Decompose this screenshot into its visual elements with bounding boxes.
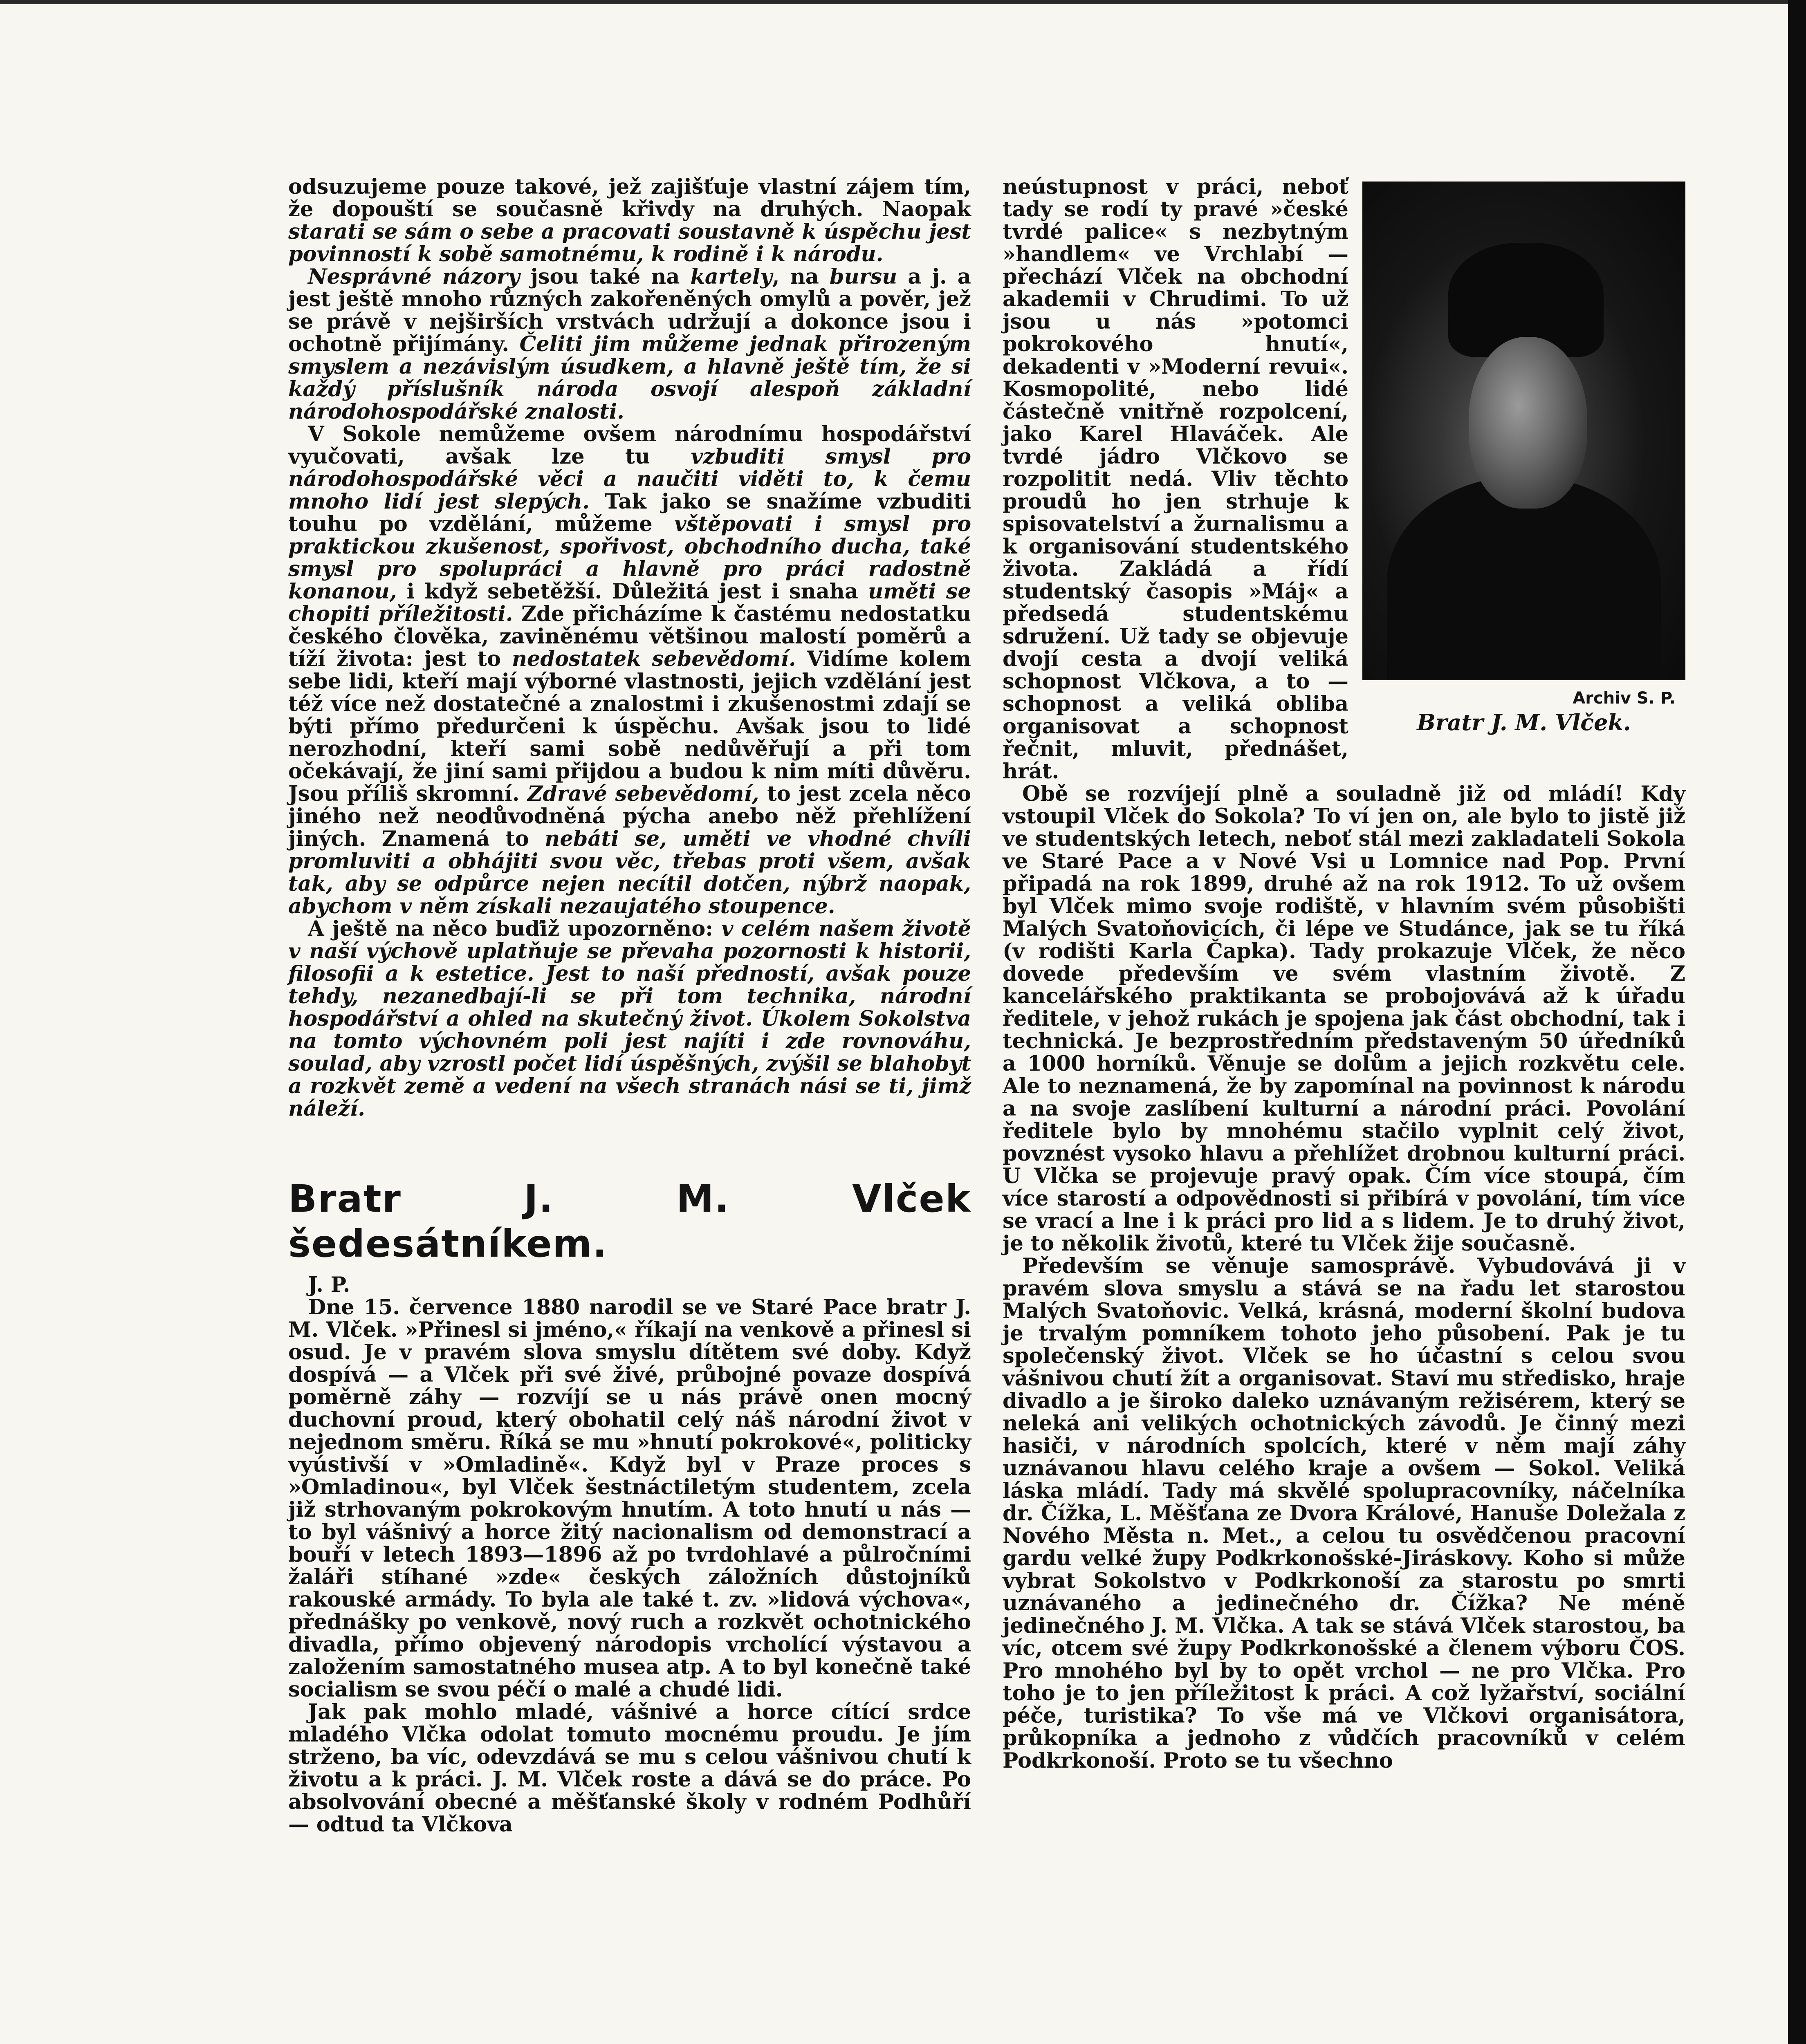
paragraph: Dne 15. července 1880 narodil se ve Staré Pace bratr J. M. Vlček. »Přinesl si jméno,« říkají na venkově a přinesl si osud. Je v pravém slova smyslu dítětem své doby. Když dospívá — a Vlček při své živé, průbojné povaze dospívá poměrně záhy — rozvíjí se u nás právě onen mocný duchovní proud, který obohatil celý náš národní život v nejednom směru. Říká se mu »hnutí pokrokové«, politicky vyústivší v »Omladině«. Když byl v Praze proces s »Omladinou«, byl Vlček šestnáctiletým studentem, zcela již strhovaným pokrokovým hnutím. A toto hnutí u nás — to byl vášnivý a horce žitý nacionalism od demonstrací a bouří v letech 1893—1896 až po tvrdohlavé a půlročními žaláři stíhané »zde« českých záložních důstojníků rakouské armády. To byla ale také t. zv. »lidová výchova«, přednášky po venkově, nový ruch a rozkvět ochotnického divadla, přímo objevený národopis vrcholící výstavou a založením samostatného musea atp. A to byl konečně také socialism se svou péčí o malé a chudé lidi. bbox=[288, 1295, 971, 1702]
photo-caption: Bratr J. M. Vlček. bbox=[1417, 709, 1631, 735]
right-column bbox=[1003, 176, 1685, 1772]
scan-edge-right bbox=[1788, 0, 1806, 2044]
paragraph: Především se věnuje samosprávě. Vybudovává ji v pravém slova smyslu a stává se na řadu let starostou Malých Svatoňovic. Velká, krásná, moderní školní budova je trvalým pomníkem tohoto jeho působení. Pak je tu společenský život. Vlček se ho účastní s celou svou vášnivou chutí žít a organisovat. Staví mu středisko, hraje divadlo a je široko daleko uznávaným režisérem, který se neleká ani velikých ochotnických závodů. Je činný mezi hasiči, v národních spolcích, které v něm mají záhy uznávanou hlavu celého kraje a ovšem — Sokol. Veliká láska mládí. Tady má skvělé spolupracovníky, náčelníka dr. Čížka, L. Měšťana ze Dvora Králové, Hanuše Doležala z Nového Města n. Met., a celou tu osvědčenou pracovní gardu velké župy Podkrkonošské-Jiráskovy. Koho si může vybrat Sokolstvo v Podkrkonoší za starostu po smrti uznávaného a jedinečného dr. Čížka? Ne méně jedinečného J. M. Vlčka. A tak se stává Vlček starostou, ba víc, otcem své župy Podkrkonošské a členem výboru ČOS. Pro mnohého byl by to opět vrchol — ne pro Vlčka. Pro toho je to jen příležitost k práci. A což lyžařství, sociální péče, turistika? To vše má ve Vlčkovi organisátora, průkopníka a jednoho z vůdčích pracovníků v celém Podkrkonoší. Proto se tu všechno bbox=[1003, 1254, 1685, 1773]
photo-credit: Archiv S. P. bbox=[1573, 689, 1676, 708]
paragraph: V Sokole nemůžeme ovšem národnímu hospodářství vyučovati, avšak lze tu vzbuditi smysl pro národohospodářské věci a naučiti viděti to, k čemu mnoho lidí jest slepých. Tak jako se snažíme vzbuditi touhu po vzdělání, můžeme vštěpovati i smysl pro praktickou zkušenost, spořivost, obchodního ducha, také smysl pro spolupráci a hlavně pro práci radostně konanou, i když sebetěžší. Důležitá jest i snaha uměti se chopiti příležitosti. Zde přicházíme k častému nedostatku českého člověka, zaviněnému většinou malostí poměrů a tíží života: jest to nedostatek sebevědomí. Vidíme kolem sebe lidi, kteří mají výborné vlastnosti, jejich vzdělání jest též více než dostatečné a znalostmi i zkušenostmi zdají se býti přímo předurčeni k úspěchu. Avšak jsou to lidé nerozhodní, kteří sami sobě nedůvěřují a při tom očekávají, že jiní sami přijdou a budou k nim míti důvěru. Jsou příliš skromní. Zdravé sebevědomí, to jest zcela něco jiného než neodůvodněná pýcha anebo něž přehlížení jiných. Znamená to nebáti se, uměti ve vhodné chvíli promluviti a obhájiti svou věc, třebas proti všem, avšak tak, aby se odpůrce nejen necítil dotčen, nýbrž naopak, abychom v něm získali nezaujatého stoupence. bbox=[288, 422, 971, 919]
paragraph: A ještě na něco buďiž upozorněno: v celém našem životě v naší výchově uplatňuje se převaha pozornosti k historii, filosofii a k estetice. Jest to naší předností, avšak pouze tehdy, nezanedbají-li se při tom technika, národní hospodářství a ohled na skutečný život. Úkolem Sokolstva na tomto výchovném poli jest najíti i zde rovnováhu, soulad, aby vzrostl počet lidí úspěšných, zvýšil se blahobyt a rozkvět země a vedení na všech stranách nási se ti, jimž náleží. bbox=[288, 917, 971, 1121]
paragraph: Archiv S. P. Bratr J. M. Vlček. neústupnost v práci, neboť tady se rodí ty pravé »české tvrdé palice« s nezbytným »handlem« ve Vrchlabí — přechází Vlček na obchodní akademii v Chrudimi. To už jsou u nás »potomci pokrokového hnutí«, dekadenti v »Moderní revui«. Kosmopolité, nebo lidé částečně vnitřně rozpolcení, jako Karel Hlaváček. Ale tvrdé jádro Vlčkovo se rozpolitit nedá. Vliv těchto proudů ho jen strhuje k spisovatelství a žurnalismu a k organisování studentského života. Zakládá a řídí studentský časopis »Máj« a předsedá studentskému sdružení. Už tady se objevuje dvojí cesta a dvojí veliká schopnost Vlčkova, a to — schopnost a veliká obliba organisovat a schopnost řečnit, mluvit, přednášet, hrát. bbox=[1003, 176, 1685, 783]
paragraph: odsuzujeme pouze takové, jež zajišťuje vlastní zájem tím, že dopouští se současně křivdy na druhých. Naopak starati se sám o sebe a pracovati soustavně k úspěchu jest povinností k sobě samotnému, k rodině i k národu. bbox=[288, 175, 971, 267]
section-title: Bratr J. M. Vlček šedesátníkem. bbox=[288, 1177, 971, 1266]
left-column bbox=[288, 176, 971, 1836]
portrait-photo bbox=[1362, 182, 1685, 680]
paragraph: Jak pak mohlo mladé, vášnivé a horce cítící srdce mladého Vlčka odolat tomuto mocnému proudu. Je jím strženo, ba víc, odevzdává se mu s celou vášnivou chutí k životu a k práci. J. M. Vlček roste a dává se do práce. Po absolvování obecné a měšťanské školy v rodném Podhůří — odtud ta Vlčkova bbox=[288, 1700, 971, 1837]
article-author: J. P. bbox=[308, 1273, 350, 1297]
portrait-figure bbox=[1362, 182, 1685, 735]
scan-edge-top bbox=[0, 0, 1806, 4]
paragraph: Obě se rozvíjejí plně a souladně již od mládí! Kdy vstoupil Vlček do Sokola? To ví jen on, ale bylo to jistě již ve studentských letech, neboť stál mezi zakladateli Sokola ve Staré Pace a v Nové Vsi u Lomnice nad Pop. První připadá na rok 1899, druhé až na rok 1912. To už ovšem byl Vlček mimo svoje rodiště, v hlavním svém působišti Malých Svatoňovicích, či lépe ve Studánce, jak se tu říká (v rodišti Karla Čapka). Tady prokazuje Vlček, že něco dovede především ve svém vlastním životě. Z kancelářského praktikanta se probojovává až k úřadu ředitele, v jehož rukách je spojena jak část obchodní, tak i technická. Je bezprostředním představeným 50 úředníků a 1000 horníků. Věnuje se dolům a jejich rozkvětu cele. Ale to neznamená, že by zapomínal na povinnost k národu a na svoje zaslíbení kulturní a národní práci. Povolání ředitele bylo by mnohému stačilo vyplnit celý život, povznést vysoko hlavu a přehlížet drobnou kulturní práci. U Vlčka se projevuje pravý opak. Čím více stoupá, čím více starostí a odpovědnosti si přibírá v povolání, tím více se vrací a lne i k práci pro lid a s lidem. Je to druhý život, je to několik životů, které tu Vlček žije současně. bbox=[1003, 782, 1685, 1256]
paragraph: Nesprávné názory jsou také na kartely, na bursu a j. a jest ještě mnoho různých zakořeněných omylů a pověr, jež se právě v nejširších vrstvách udržují a dokonce jsou i ochotně přijímány. Čeliti jim můžeme jednak přirozeným smyslem a nezávislým úsudkem, a hlavně ještě tím, že si každý příslušník národa osvojí alespoň základní národohospodářské znalosti. bbox=[288, 264, 971, 424]
